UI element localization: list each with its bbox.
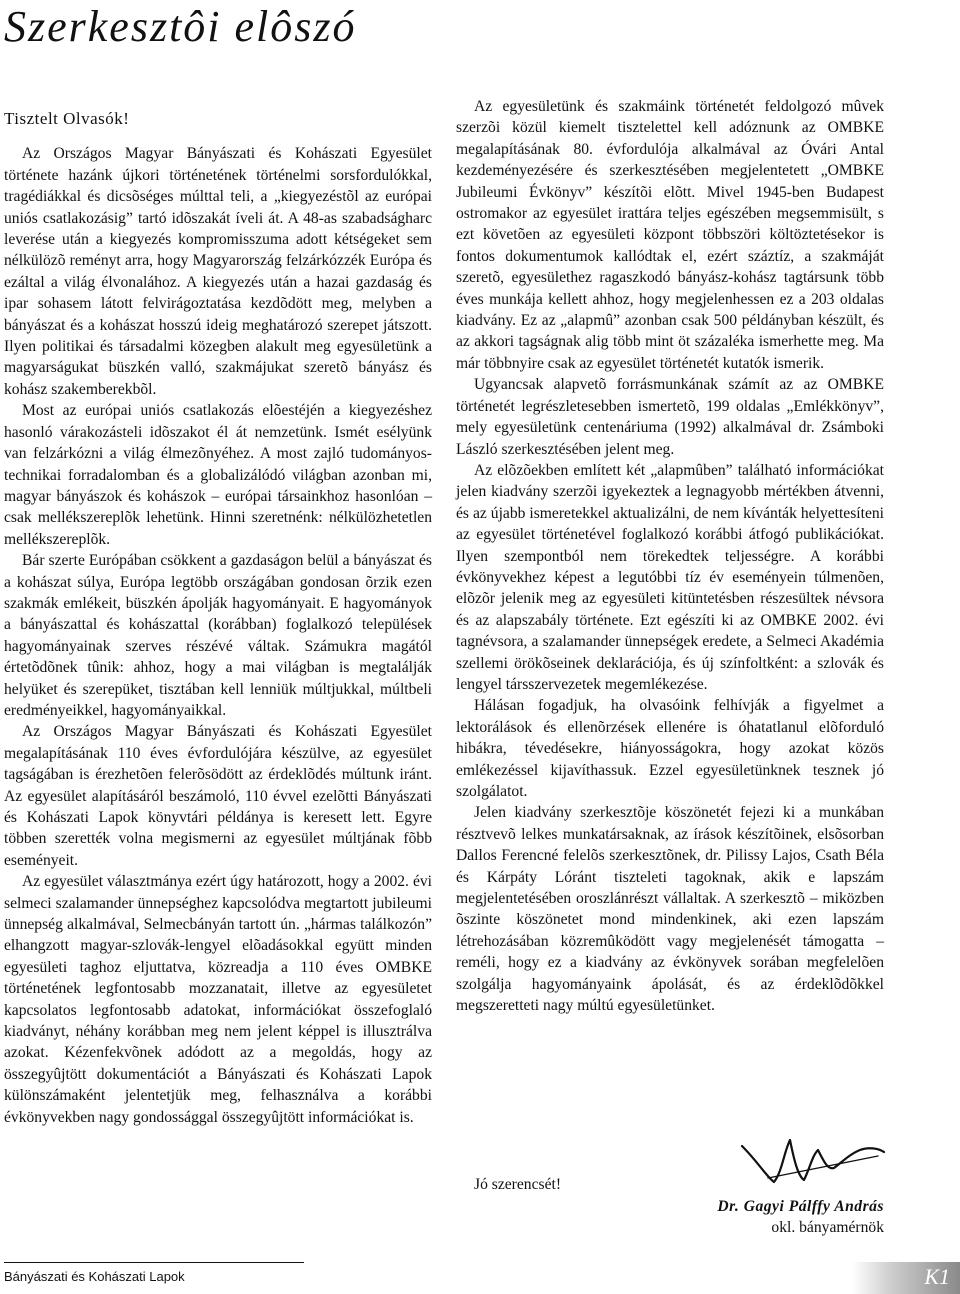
page-title: Szerkesztôi elôszó	[4, 2, 357, 51]
paragraph: Bár szerte Európában csökkent a gazdaságon belül a bányászat és a kohászat súlya, Európa legtöbb országában gondosan õrzik ezen szakmák emlékeit, büszkén ápolják hagyományait. E hagyományok a bányászattal és kohászattal (korábban) foglalkozó települések hagyományainak szerves részévé váltak. Számukra magától értetõdõnek tûnik: ahhoz, hogy a mai világban is megtalálják helyüket és szerepüket, tisztában kell lenniük múltjukkal, múltbeli eredményeikkel, hagyományaikkal.	[4, 552, 432, 719]
salutation: Tisztelt Olvasók!	[4, 109, 130, 128]
paragraph: Jelen kiadvány szerkesztõje köszönetét fejezi ki a munkában résztvevõ lelkes munkatársaknak, az írások készítõinek, elsõsorban Dallos Ferencné felelõs szerkesztõnek, dr. Pilissy Lajos, Csath Béla és Kárpáty Lóránt tiszteleti tagoknak, akik e lapszám megjelentetésében oroszlánrészt vállaltak. A szerkesztõ – miközben õszinte köszönetet mond mindenkinek, aki ezen lapszám létrehozásában közremûködött vagy megjelenését támogatta – reméli, hogy ez a kiadvány az évkönyvek sorában megfelelõen szolgálja hagyományaink ápolását, és az érdeklõdõkkel megszeretteti nagy múltú egyesületünket.	[456, 804, 884, 1015]
page-badge	[852, 1262, 960, 1294]
paragraph: Az elõzõekben említett két „alapmûben” található információkat jelen kiadvány szerzõi igyekeztek a legnagyobb mértékben átvenni, és az újabb ismeretekkel aktualizálni, de nem kívánták helyettesíteni az egyesület történetével foglalkozó korábbi átfogó publikációkat. Ilyen szempontból nem törekedtek teljességre. A korábbi évkönyvekhez képest a legutóbbi tíz év eseményein túlmenõen, elõzõr jelenik meg az egyesületi kitüntetésben részesültek névsora és az alapszabály története. Ezt egészíti ki az OMBKE 2002. évi tagnévsora, a szalamander ünnepségek eredete, a Selmeci Akadémia szellemi örökõseinek deklarációja, és új színfoltként: a szlovák és lengyel társszervezetek megemlékezése.	[456, 461, 884, 693]
footer-divider	[4, 1262, 304, 1263]
page-number: K1	[924, 1264, 950, 1289]
paragraph: Ugyancsak alapvetõ forrásmunkának számít az az OMBKE történetét legrészletesebben ismertetõ, 199 oldalas „Emlékkönyv”, mely egyesületünk centenáriuma (1992) alkalmával dr. Zsámboki László szerkesztésében jelent meg.	[456, 376, 884, 458]
closing-greeting: Jó szerencsét!	[474, 1176, 562, 1193]
paragraph: Az egyesület választmánya ezért úgy határozott, hogy a 2002. évi selmeci szalamander ünnepséghez kapcsolódva megtartott jubileumi ünnepség alkalmával, Selmecbányán tartott ún. „hármas találkozón” elhangzott magyar-szlovák-lengyel elõadásokkal együtt minden egyesületi taghoz eljuttatva, közreadja a 110 éves OMBKE történetének legfontosabb mozzanatait, illetve az egyesületet kapcsolatos legfontosabb adatokat, információkat összefoglaló kiadványt, néhány korábban meg nem jelent képpel is illusztrálva azokat. Kézenfekvõnek adódott az a megoldás, hogy az összegyûjtött dokumentációt a Bányászati és Kohászati Lapok különszámaként jelentetjük meg, felhasználva a korábbi évkönyvekben nagy gondossággal összegyûjtött információkat is.	[4, 873, 432, 1126]
paragraph: Az Országos Magyar Bányászati és Kohászati Egyesület megalapításának 110 éves évfordulójára készülve, az egyesület tagságában is érezhetõen felerõsödött az érdeklõdés múltunk iránt. Az egyesület alapításáról beszámoló, 110 évvel ezelõtti Bányászati és Kohászati Lapok könyvtári példánya is keresett lett. Egyre többen szerették volna megismerni az egyesület múltjának fõbb eseményeit.	[4, 723, 432, 869]
signature-scribble	[738, 1132, 888, 1194]
paragraph: Hálásan fogadjuk, ha olvasóink felhívják a figyelmet a lektorálások és ellenõrzések ellenére is óhatatlanul elõforduló hibákra, tévedésekre, hiányosságokra, hogy azokat közös emlékezéssel kijavíthassuk. Ezzel egyesületünknek tesznek jó szolgálatot.	[456, 697, 884, 800]
paragraph: Az Országos Magyar Bányászati és Kohászati Egyesület története hazánk újkori történetének történelmi sorsfordulókkal, tragédiákkal és dicsõséges múlttal teli, a „kiegyezéstõl az európai uniós csatlakozásig” tartó idõszakát íveli át. A 48-as szabadságharc leverése után a kiegyezés kompromisszuma adott kétségeket sem nélkülözõ reményt arra, hogy Magyarország felzárkózzék Európa és ezáltal a világ élvonalához. A kiegyezés után a hazai gazdaság és ipar sohasem látott felvirágoztatása kezdõdött meg, melyben a bányászat és a kohászat hosszú ideig meghatározó szerepet játszott. Ilyen politikai és társadalmi közegben alakult meg egyesületünk a magyarságukat büszkén valló, szakmájukat szeretõ bányász és kohász szakemberekbõl.	[4, 145, 432, 398]
left-column	[4, 108, 432, 1128]
paragraph: Az egyesületünk és szakmáink történetét feldolgozó mûvek szerzõi közül kiemelt tisztelettel kell adóznunk az OMBKE megalapításának 80. évfordulója alkalmával az Óvári Antal kezdeményezésére és szerkesztésében megjelentetett „OMBKE Jubileumi Évkönyv” készítõi elõtt. Mivel 1945-ben Budapest ostromakor az egyesület irattára teljes egészében megsemmisült, s ezt követõen az egyesületi központ többszöri költöztetésekor is fontos dokumentumok kallódtak el, ezért száztíz, a szakmáját szeretõ, egyesülethez ragaszkodó bányász-kohász tagtársunk több éves munkája kellett ahhoz, hogy megjelenhessen ez a 203 oldalas kiadvány. Ez az „alapmû” azonban csak 500 példányban készült, és az akkori tagságnak alig több mint öt százaléka ismerhette meg. Ma már többnyire csak az egyesület történetét kutatók ismerik.	[456, 98, 884, 372]
signatory-title: okl. bányamérnök	[771, 1219, 884, 1236]
right-column	[456, 96, 884, 1016]
signatory-name: Dr. Gagyi Pálffy András	[717, 1198, 884, 1215]
paragraph: Most az európai uniós csatlakozás elõestéjén a kiegyezéshez hasonló várakozásteli idõszakot él át nemzetünk. Ismét esélyünk van felzárkózni a világ élmezõnyéhez. A most zajló tudományos-technikai forradalomban és a globalizálódó világban azonban mi, magyar bányászok és kohászok – európai társainkhoz hasonlóan – csak mellékszereplõk lehetünk. Hinni szeretnénk: nélkülözhetetlen mellékszereplõk.	[4, 402, 432, 548]
footer-publication: Bányászati és Kohászati Lapok	[4, 1269, 185, 1284]
